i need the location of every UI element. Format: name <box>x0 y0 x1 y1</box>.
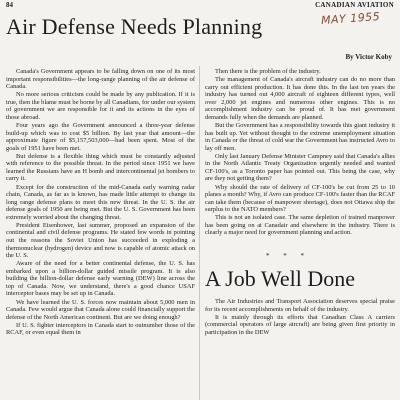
paragraph: But defense is a flexible thing which must be constantly adjusted with reference to the possible threat. In the period since 1951 we have learned the Russians have an H bomb and intercontinental jet bombers to carry it. <box>6 152 195 183</box>
paragraph: This is not an isolated case. The same depletion of trained manpower has been going on at Canadair and elsewhere in the industry. There is clearly a major need for government planning and action. <box>205 214 395 237</box>
section-separator: * * * <box>266 252 310 260</box>
paragraph: Except for the construction of the mid-Canada early warning radar chain, Canada, as far as is known, has made little attempt to change its long range defense plans to meet this new threat. In the U. S. the air defense goals of 1950 are being met. But the U. S. Government has been extremely worried about the changing threat. <box>6 183 195 221</box>
second-article-title: A Job Well Done <box>205 266 355 291</box>
column-divider <box>199 66 200 400</box>
paragraph: No more serious criticism could be made by any publication. If it is true, then the blame must be borne by all Canadians, for under our system of government we are responsible for it and its actions in the eyes of those abroad. <box>6 91 196 121</box>
second-article-body <box>205 298 395 336</box>
article-byline: By Victor Koby <box>345 53 392 61</box>
paragraph: The Air Industries and Transport Association deserves special praise for its recent accomplishments on behalf of the industry. <box>205 298 395 313</box>
paragraph: Four years ago the Government announced a three-year defense build-up which was to cost $5 billion. By last year that amount—the approximate figure of $5,157,503,000—had been spent. Most of the goals of 1951 have been met. <box>6 122 195 152</box>
article-right-column <box>205 68 395 237</box>
paragraph: The management of Canada's aircraft industry can do no more than carry out efficient production. It has done this. In the last ten years the industry has turned out 4,000 aircraft of eighteen different types, well over 2,000 jet engines and numerous other engines. This is no accomplishment industry can be proud of. It has met government demands fully when the demands are planned. <box>205 76 395 121</box>
paragraph: Then there is the problem of the industry. <box>215 68 321 75</box>
handwritten-date: MAY 1955 <box>320 9 381 28</box>
paragraph: It is mainly through its efforts that Canadian Class A carriers (commercial operators of large aircraft) are being given first priority in participation in the DEW <box>205 313 395 336</box>
paragraph: Why should the rate of delivery of CF-100's be cut from 25 to 10 planes a month? Why, if Avro can produce CF-100's faster than the RCAF can take them (because of manpower shortage), does not Ottawa ship the surplus to the NATO members? <box>205 183 395 214</box>
paragraph: But the Government has a responsibility towards this giant industry it has built up. Yet without thought to the extreme unemployment situation in Canada or the threat of cold war the Government has instructed Avro to lay off men. <box>205 122 395 152</box>
article-left-column <box>6 68 195 337</box>
paragraph: If U. S. fighter interceptors in Canada start to outnumber those of the RCAF, or even equal them in <box>6 321 195 337</box>
publication-name: CANADIAN AVIATION <box>315 1 394 9</box>
page-number: 84 <box>6 1 13 9</box>
paragraph: Only last January Defense Minister Campney said that Canada's allies in the North Atlantic Treaty Organization urgently needed and wanted CF-100's, as a Toronto paper has pointed out. This being the case, why are they not getting them? <box>205 152 395 183</box>
paragraph: Aware of the need for a better continental defense, the U. S. has embarked upon a billion-dollar guided missile program. It is also building the billion-dollar defense early warning (DEW) line across the top of Canada. Now, we understand, there's a good chance USAF interceptor bases may be set up in Canada. <box>6 260 195 298</box>
paragraph: Canada's Government appears to be falling down on one of its most important responsibilities—the long-range planning of the air defense of Canada. <box>6 68 195 91</box>
paragraph: President Eisenhower, last summer, proposed an expansion of the continental and civil defense programs. He stated few words in pointing out the reasons the Soviet Union has succeeded in exploding a thermonuclear (hydrogen) device and now is capable of atomic attack on the U. S. <box>6 221 195 260</box>
article-title: Air Defense Needs Planning <box>6 14 263 39</box>
paragraph: We have learned the U. S. forces now maintain about 5,000 men in Canada. Few would argue that Canada alone could financially support the defense of the North American continent. But are we doing enough? <box>6 298 195 321</box>
